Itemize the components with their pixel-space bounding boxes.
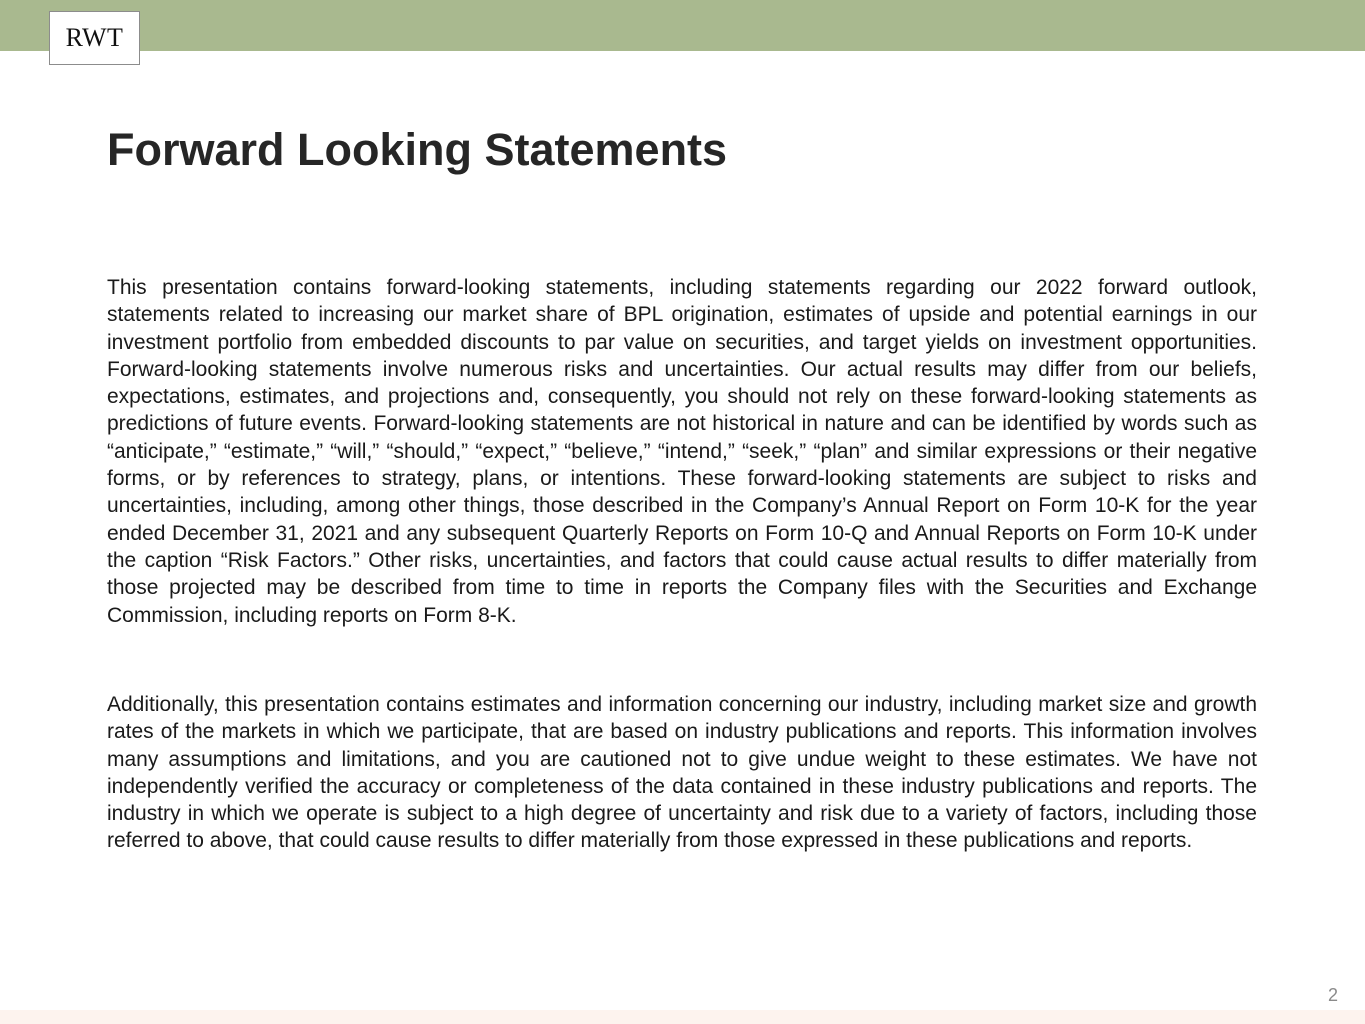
footer-strip bbox=[0, 1010, 1365, 1024]
paragraph-forward-looking: This presentation contains forward-looking statements, including statements regarding our 2022 forward outlook, statements related to increasing our market share of BPL origination, estimates of upside and potential earnings in our investment portfolio from embedded discounts to par value on securities, and target yields on investment opportunities. Forward-looking statements involve numerous risks and uncertainties. Our actual results may differ from our beliefs, expectations, estimates, and projections and, consequently, you should not rely on these forward-looking statements as predictions of future events. Forward-looking statements are not historical in nature and can be identified by words such as “anticipate,” “estimate,” “will,” “should,” “expect,” “believe,” “intend,” “seek,” “plan” and similar expressions or their negative forms, or by references to strategy, plans, or intentions. These forward-looking statements are subject to risks and uncertainties, including, among other things, those described in the Company’s Annual Report on Form 10-K for the year ended December 31, 2021 and any subsequent Quarterly Reports on Form 10-Q and Annual Reports on Form 10-K under the caption “Risk Factors.” Other risks, uncertainties, and factors that could cause actual results to differ materially from those projected may be described from time to time in reports the Company files with the Securities and Exchange Commission, including reports on Form 8-K. bbox=[107, 276, 1257, 627]
company-logo bbox=[49, 11, 140, 65]
header-bar bbox=[0, 0, 1365, 51]
paragraph-industry-data: Additionally, this presentation contains estimates and information concerning our industry, including market size and growth rates of the markets in which we participate, that are based on industry publications and reports. This information involves many assumptions and limitations, and you are cautioned not to give undue weight to these estimates. We have not independently verified the accuracy or completeness of the data contained in these industry publications and reports. The industry in which we operate is subject to a high degree of uncertainty and risk due to a variety of factors, including those referred to above, that could cause results to differ materially from those expressed in these publications and reports. bbox=[107, 693, 1257, 853]
page-title: Forward Looking Statements bbox=[107, 124, 728, 175]
page-number: 2 bbox=[1327, 985, 1338, 1005]
logo-text: RWT bbox=[65, 23, 124, 52]
